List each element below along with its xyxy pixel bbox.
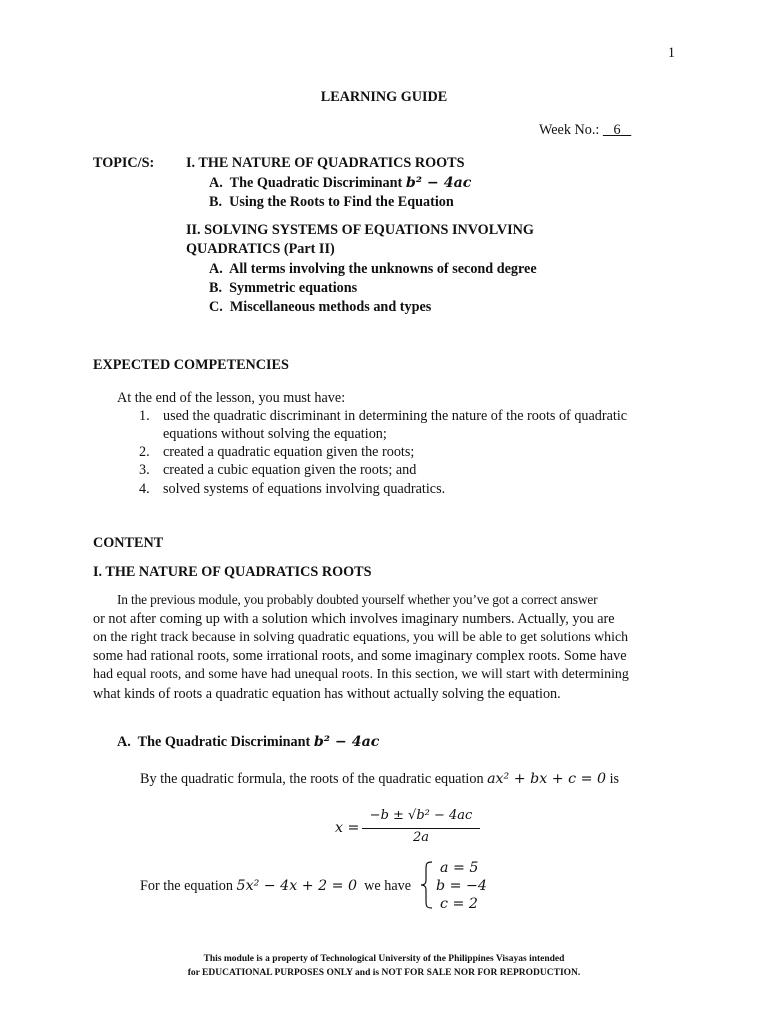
paragraph-line: some had rational roots, some irrational roots, and some imaginary complex roots. Some have	[93, 648, 627, 665]
topic-item: A. The Quadratic Discriminant b² − 4ac	[209, 175, 472, 191]
example-equation: 5x² − 4x + 2 = 0	[236, 878, 358, 894]
competency-item: solved systems of equations involving quadratics.	[163, 481, 446, 497]
topic-part2-heading-cont: QUADRATICS (Part II)	[186, 241, 335, 257]
content-paragraph	[93, 591, 675, 704]
page-title: LEARNING GUIDE	[320, 89, 448, 105]
paragraph-line: In the previous module, you probably doubted yourself whether you’ve got a correct answer	[117, 592, 598, 607]
left-brace	[420, 860, 434, 910]
competency-marker: 1.	[139, 408, 150, 424]
topic-part1-heading: I. THE NATURE OF QUADRATICS ROOTS	[186, 155, 465, 171]
subsection-heading: A. The Quadratic Discriminant b² − 4ac	[117, 734, 380, 750]
competencies-heading: EXPECTED COMPETENCIES	[93, 357, 289, 373]
coefficient-a: a = 5	[440, 860, 479, 876]
topic-item: B. Symmetric equations	[209, 280, 358, 296]
footer-line: for EDUCATIONAL PURPOSES ONLY and is NOT FOR SALE NOR FOR REPRODUCTION.	[187, 968, 581, 978]
example-intro: For the equation 5x² − 4x + 2 = 0 we have	[140, 878, 412, 894]
section-heading: I. THE NATURE OF QUADRATICS ROOTS	[93, 564, 372, 580]
week-number	[539, 121, 631, 139]
formula-denominator: 2a	[412, 830, 430, 845]
paragraph-line: had equal roots, and some have had unequal roots. In this section, we will start with determining	[93, 667, 629, 683]
discriminant-math: b² − 4ac	[405, 175, 472, 191]
week-value: 6	[613, 122, 621, 138]
paragraph-line: on the right track because in solving quadratic equations, you will be able to get solutions which	[93, 629, 629, 645]
competency-item: created a cubic equation given the roots; and	[163, 462, 417, 478]
quadratic-equation: ax² + bx + c = 0	[487, 771, 607, 787]
topic-item: B. Using the Roots to Find the Equation	[209, 194, 454, 210]
competency-marker: 4.	[139, 481, 150, 497]
fraction-bar	[362, 828, 480, 829]
formula-lhs: x =	[335, 820, 360, 836]
formula-numerator: −b ± √b² − 4ac	[369, 808, 473, 823]
competency-item: used the quadratic discriminant in determining the nature of the roots of quadratic	[163, 408, 628, 424]
paragraph-line: what kinds of roots a quadratic equation has without actually solving the equation.	[93, 685, 561, 702]
topics-label: TOPIC/S:	[93, 155, 155, 171]
discriminant-math: b² − 4ac	[313, 734, 380, 750]
formula-intro: By the quadratic formula, the roots of the quadratic equation ax² + bx + c = 0 is	[140, 771, 620, 787]
footer-line: This module is a property of Technological University of the Philippines Visayas intended	[203, 954, 565, 964]
paragraph-line: or not after coming up with a solution which involves imaginary numbers. Actually, you are	[93, 610, 615, 627]
week-label: Week No.:	[539, 122, 600, 138]
coefficient-c: c = 2	[440, 896, 478, 912]
topic-item: A. All terms involving the unknowns of second degree	[209, 261, 537, 277]
competencies-intro: At the end of the lesson, you must have:	[117, 390, 346, 406]
competency-marker: 2.	[139, 444, 150, 460]
coefficient-b: b = −4	[436, 878, 487, 894]
competency-item-cont: equations without solving the equation;	[163, 426, 387, 442]
competency-item: created a quadratic equation given the roots;	[163, 444, 415, 460]
content-heading: CONTENT	[93, 535, 164, 551]
topic-item: C. Miscellaneous methods and types	[209, 299, 432, 315]
competency-marker: 3.	[139, 462, 150, 478]
topic-part2-heading: II. SOLVING SYSTEMS OF EQUATIONS INVOLVING	[186, 222, 534, 238]
page-number: 1	[667, 45, 675, 61]
